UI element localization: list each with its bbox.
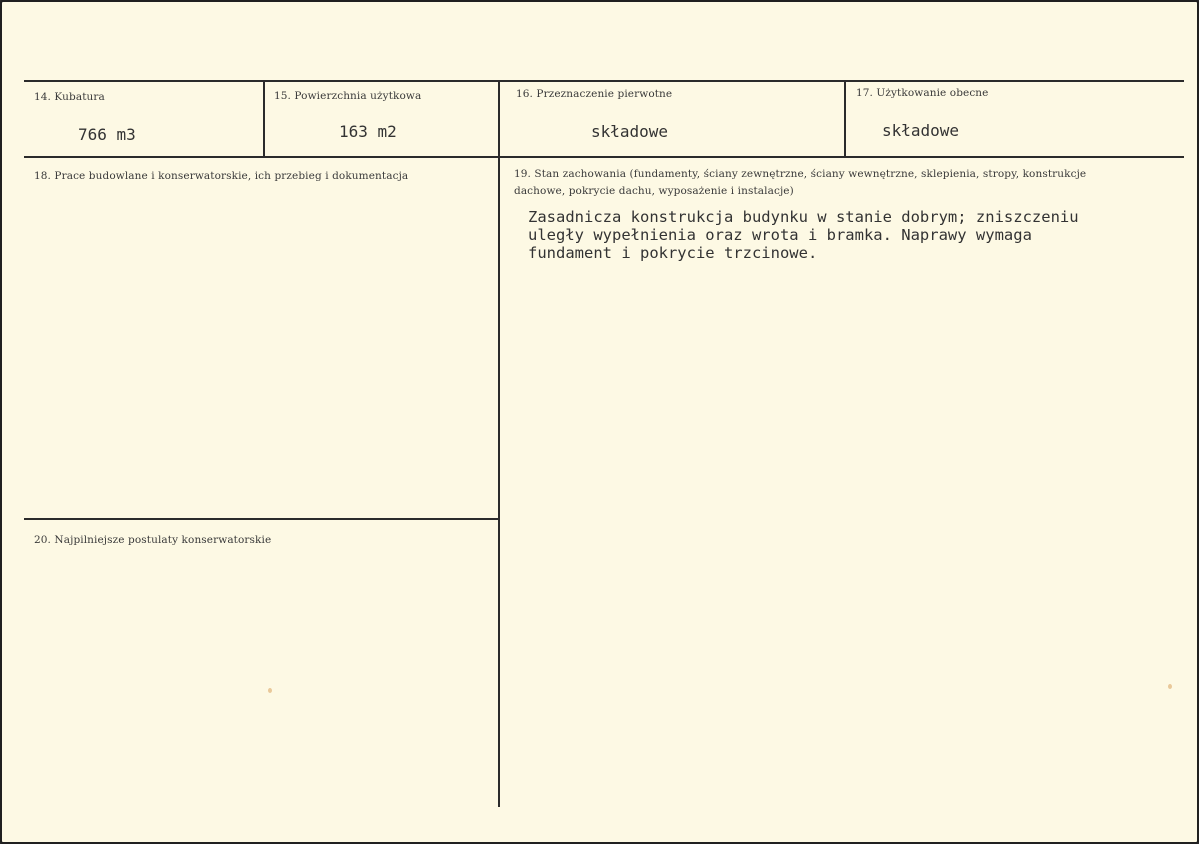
field-19-line-1: Zasadnicza konstrukcja budynku w stanie dobrym; zniszczeniu bbox=[528, 208, 1079, 226]
field-15-label: 15. Powierzchnia użytkowa bbox=[274, 90, 422, 102]
field-19-line-2: uległy wypełnienia oraz wrota i bramka. Naprawy wymaga bbox=[528, 226, 1032, 244]
field-15-value: 163 m2 bbox=[339, 122, 397, 141]
field-17-label: 17. Użytkowanie obecne bbox=[856, 87, 989, 99]
center-divider bbox=[498, 81, 500, 807]
field-14-label: 14. Kubatura bbox=[34, 91, 105, 103]
field-18-label: 18. Prace budowlane i konserwatorskie, ich przebieg i dokumentacja bbox=[34, 170, 409, 182]
field-20-label: 20. Najpilniejsze postulaty konserwatorskie bbox=[34, 534, 272, 546]
field-14-value: 766 m3 bbox=[78, 125, 136, 144]
field-16-value: składowe bbox=[591, 122, 669, 141]
paper-speck bbox=[268, 688, 272, 693]
top-rule bbox=[24, 80, 1184, 82]
paper-speck bbox=[1168, 684, 1172, 689]
divider-16-17 bbox=[844, 80, 846, 156]
field-16-label: 16. Przeznaczenie pierwotne bbox=[516, 88, 673, 100]
field-17-value: składowe bbox=[882, 121, 960, 140]
field-19-label: 19. Stan zachowania (fundamenty, ściany zewnętrzne, ściany wewnętrzne, sklepienia, stropy, konstrukcje dachowe, pokrycie dachu, wyposażenie i instalacje) bbox=[514, 168, 1087, 197]
rule-18-20 bbox=[24, 518, 498, 520]
field-19-line-3: fundament i pokrycie trzcinowe. bbox=[528, 244, 818, 262]
field-19-text bbox=[528, 208, 1168, 262]
row1-bottom-rule bbox=[24, 156, 1184, 158]
divider-14-15 bbox=[263, 82, 265, 156]
